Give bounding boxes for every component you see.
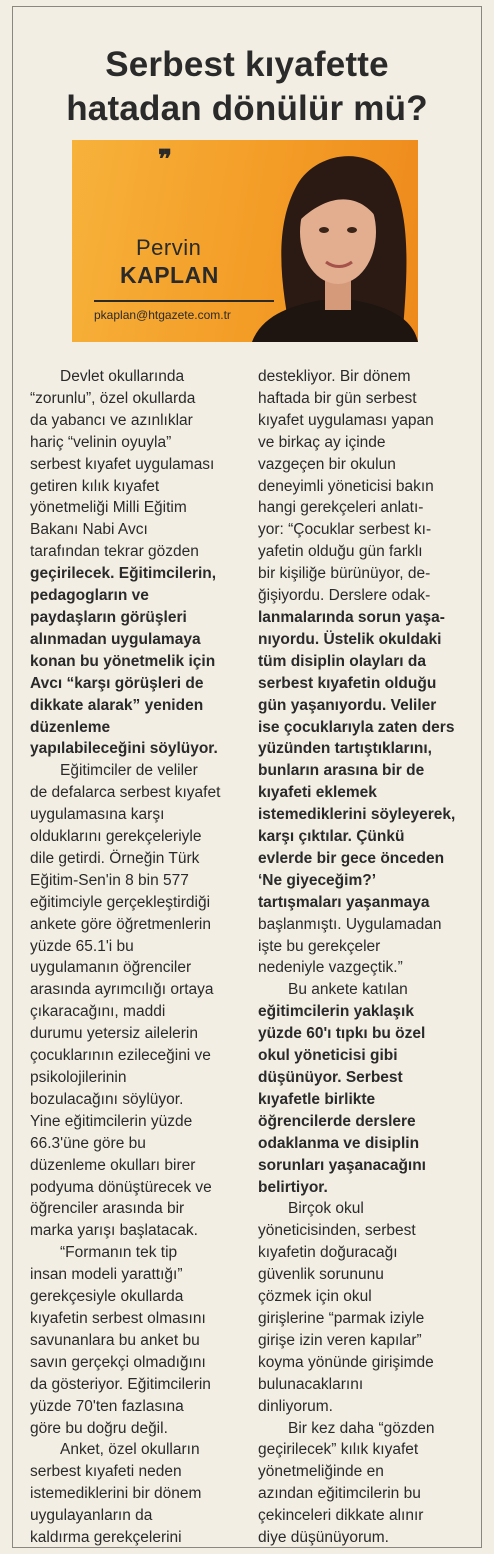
author-banner xyxy=(72,140,418,342)
author-first-name: Pervin xyxy=(136,235,202,260)
headline xyxy=(14,43,480,131)
right-column xyxy=(258,366,480,1549)
left-column xyxy=(30,366,242,1549)
quote-mark-icon: ❞ xyxy=(158,144,172,174)
paragraph: Anket, özel okulların serbest kıyafeti neden istemediklerini bir dönem uygulayanların da kaldırma gerekçelerini xyxy=(30,1441,202,1547)
author-portrait xyxy=(252,140,418,342)
paragraph: Bu ankete katılan eğitimcilerin yaklaşık yüzde 60'ı tıpkı bu özel okul yöneticisi gibi düşünüyor. Serbest kıyafetle birlikte öğrencilerde derslere odaklanma ve disiplin sorunları yaşanacağını belirtiyor. xyxy=(258,981,426,1196)
author-last-name: KAPLAN xyxy=(120,262,219,288)
paragraph: Eğitimciler de veliler de defalarca serbest kıyafet uygulamasına karşı olduklarını gerekçeleriyle dile getirdi. Örneğin Türk Eğitim-Sen'in 8 bin 577 eğitimciyle gerçekleştirdiği ankete göre öğretmenlerin yüzde 65.1'i bu uygulamanın öğrenciler arasında ayrımcılığı ortaya çıkaracağını, maddi durumu yetersiz ailelerin çocuklarının ezileceğini ve psikolojilerinin bozulacağını söylüyor. Yine eğitimcilerin yüzde 66.3'üne göre bu düzenleme okulları birer podyuma dönüştürecek ve öğrenciler arasında bir marka yarışı başlatacak. xyxy=(30,762,221,1240)
headline-line-1: Serbest kıyafette xyxy=(105,45,389,85)
paragraph: “Formanın tek tip insan modeli yarattığı” gerekçesiyle okullarda kıyafetin serbest olmasını savunanlara bu anket bu savın gerçekçi olmadığını da gösteriyor. Eğitimcilerin yüzde 70'ten fazlasına göre bu doğru değil. xyxy=(30,1244,211,1437)
paragraph: Devlet okullarında “zorunlu”, özel okullarda da yabancı ve azınlıklar hariç “velinin oyuyla” serbest kıyafet uygulaması getiren kılık kıyafet yönetmeliği Milli Eğitim Bakanı Nabi Avcı tarafından tekrar gözden geçirilecek. Eğitimcilerin, pedagogların ve paydaşların görüşleri alınmadan uygulamaya konan bu yönetmelik için Avcı “karşı görüşleri de dikkate alarak” yeniden düzenleme yapılabileceğini söylüyor. xyxy=(30,368,218,758)
paragraph: Birçok okul yöneticisinden, serbest kıyafetin doğuracağı güvenlik sorununu çözmek için okul girişlerine “parmak iziyle girişe izin veren kapılar” koyma yönünde girişimde bulunacaklarını dinliyorum. xyxy=(258,1200,434,1415)
author-email: pkaplan@htgazete.com.tr xyxy=(94,308,231,322)
author-divider xyxy=(94,300,274,302)
headline-line-2: hatadan dönülür mü? xyxy=(66,89,428,129)
paragraph: Bir kez daha “gözden geçirilecek” kılık kıyafet yönetmeliğinde en azından eğitimcilerin bu çekinceleri dikkate alınır diye düşünüyorum. xyxy=(258,1419,435,1547)
paragraph: destekliyor. Bir dönem haftada bir gün serbest kıyafet uygulaması yapan ve birkaç ay içinde vazgeçen bir okulun deneyimli yöneticisi bakın hangi gerekçeleri anlatı- yor: “Çocuklar serbest kı- yafetin olduğu gün farklı bir kişiliğe bürünüyor, de- ğişiyordu. Derslere odak- lanmalarında sorun yaşa- nıyordu. Üstelik okuldaki tüm disiplin olayları da serbest kıyafetin olduğu gün yaşanıyordu. Veliler ise çocuklarıyla zaten ders yüzünden tartıştıklarını, bunların arasına bir de kıyafeti eklemek istemediklerini söyleyerek, karşı çıktılar. Çünkü evlerde bir gece önceden ‘Ne giyeceğim?’ tartışmaları yaşanmaya başlanmıştı. Uygulamadan işte bu gerekçeler nedeniyle vazgeçtik.” xyxy=(258,368,456,977)
